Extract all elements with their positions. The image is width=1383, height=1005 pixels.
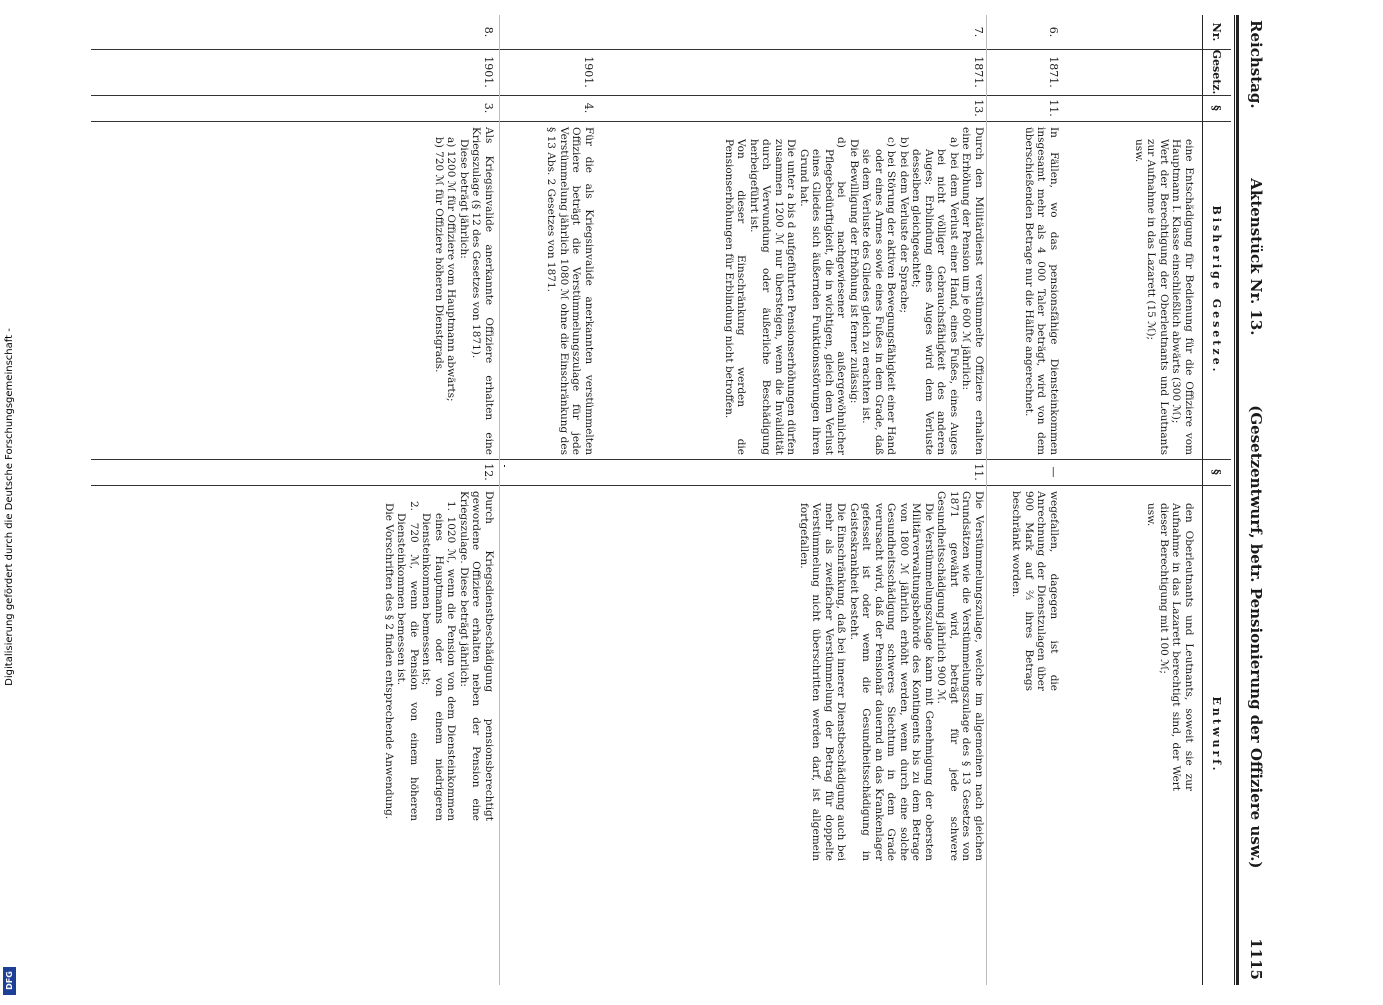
header-title: (Gesetzentwurf, betr. Pensionierung der Offiziere usw.) <box>1247 405 1266 869</box>
row-rule <box>499 15 500 985</box>
header-rule <box>1202 15 1203 985</box>
text-line: Diese beträgt jährlich: <box>458 139 470 259</box>
old-paragraph: 11. <box>1047 99 1060 117</box>
text-line: eine Entschädigung für Bedienung für die Offiziere vom Hauptmann I. Klasse einschließlich abwärts (300 ℳ); <box>1170 139 1195 455</box>
text-line: Wert der Berechtigung der Oberleutnants und Leutnants zur Aufnahme in das Lazarett (15 ℳ); <box>1145 139 1170 455</box>
text-line: 2. 720 ℳ, wenn die Pension von einem höheren Diensteinkommen bemessen ist. <box>395 501 420 821</box>
table-row <box>990 15 1060 985</box>
header-left: Reichstag. <box>1247 20 1266 109</box>
col-para-left: § <box>1210 105 1224 111</box>
draft-text <box>798 491 986 861</box>
text-line: b) 720 ℳ für Offiziere höheren Dienstgrads. <box>433 137 445 373</box>
document-page <box>85 0 1275 1005</box>
row-rule <box>986 15 987 985</box>
text-line: Die Verstümmelungszulage, welche im allgemeinen nach gleichen Grundsätzen wie die Verstümmelungszulage des § 13 Gesetzes von 1871 gewährt wird, beträgt für jede schwere Gesundheitsschädigung jährlich 900 ℳ. <box>935 491 985 861</box>
text-line: usw. <box>1133 139 1145 163</box>
text-line: usw. <box>1145 503 1158 527</box>
table-row <box>295 15 495 985</box>
new-paragraph: 11. <box>972 463 985 481</box>
law-year: 1901. <box>582 56 595 88</box>
old-law-text <box>545 127 595 455</box>
text-line: Als Kriegsinvalide anerkannte Offiziere erhalten eine Kriegszulage (§ 12 des Gesetzes von 1871). <box>470 127 495 455</box>
text-line: Für die als Kriegsinvalide anerkannten verstümmelten Offiziere beträgt die Verstümmelungszulage für jede Verstümmelung jährlich 1080 ℳ ohne die Einschränkung des § 13 Abs. 2 Gesetzes von 1871. <box>545 127 595 455</box>
text-line: Die Einschränkung, daß bei innerer Dienstbeschädigung auch bei mehr als zweifacher Verstümmelung der Betrag für doppelte Verstümmelung nicht überschritten werden darf, ist allgemein fortgefallen. <box>798 503 848 861</box>
header-middle: Aktenstück Nr. 13. <box>1247 178 1266 336</box>
draft-text <box>1010 491 1060 691</box>
text-line: Durch Kriegsdienstbeschädigung pensionsberechtigt gewordene Offiziere erhalten neben der Pension eine Kriegszulage. Diese beträgt jährlich: <box>458 491 495 821</box>
col-para-right: § <box>1210 469 1224 475</box>
new-paragraph: 12. <box>482 463 495 481</box>
top-rule-thin <box>1234 15 1235 985</box>
row-rule-mark <box>504 465 505 467</box>
old-law-text <box>1023 127 1061 455</box>
old-law-text <box>723 127 986 455</box>
dfg-logo-text: DFG <box>5 971 14 990</box>
text-line: Die Bewilligung der Erhöhung ist ferner zulässig: <box>848 139 860 404</box>
page-number: 1115 <box>1247 938 1266 980</box>
draft-text <box>1145 491 1195 791</box>
table-row <box>515 15 595 985</box>
law-year: 1871. <box>972 56 985 88</box>
text-line: a) bei dem Verlust einer Hand, eines Fußes, eines Auges bei nicht völliger Gebrauchsfähigkeit des anderen Auges; Erblindung eines Auges wird dem Verluste desselben gleichgeachtet; <box>910 137 960 455</box>
old-law-text <box>433 127 496 455</box>
footer-text: Digitalisierung gefördert durch die Deutsche Forschungsgemeinschaft - <box>4 328 15 686</box>
col-draft: Entwurf. <box>1210 696 1224 774</box>
top-rule <box>1236 15 1239 985</box>
old-paragraph: 4. <box>582 102 595 114</box>
table-row <box>595 15 985 985</box>
col-nr: Nr. <box>1210 22 1224 42</box>
text-line: wegefallen, dagegen ist die Anrechnung der Dienstzulagen über 900 Mark auf ⅔ ihres Betrags beschränkt worden. <box>1010 491 1060 691</box>
text-line: In Fällen, wo das pensionsfähige Diensteinkommen insgesamt mehr als 4 000 Taler beträgt, wird von dem überschießenden Betrage nur die Hälfte angerechnet. <box>1023 127 1060 455</box>
text-line: a) 1200 ℳ für Offiziere vom Hauptmann abwärts; <box>445 137 458 402</box>
text-line: 1. 1020 ℳ, wenn die Pension von dem Diensteinkommen eines Hauptmanns oder von einem niedrigeren Diensteinkommen bemessen ist; <box>420 501 458 821</box>
text-line: Die Verstümmelungszulage kann mit Genehmigung der obersten Militärverwaltungsbehörde des Kontingents bis zu dem Betrage von 1800 ℳ jährlich erhöht werden, wenn durch eine solche Gesundheitsschädigung schweres Siechtum in dem Grade verursacht wird, daß der Pensionär dauernd an das Krankenlager gefesselt ist oder wenn die Gesundheitsschädigung in Geisteskrankheit besteht. <box>848 503 935 861</box>
text-line: Die Vorschriften des § 2 finden entsprechende Anwendung. <box>383 503 395 820</box>
col-gesetz: Gesetz. <box>1210 49 1224 95</box>
text-line: Von dieser Einschränkung werden die Pensionserhöhungen für Erblindung nicht betroffen. <box>723 139 748 455</box>
text-line: d) bei nachgewiesener außergewöhnlicher Pflegebedürftigkeit, die in wichtigen, gleich dem Verlust eines Gliedes sich äußernden Funktionsstörungen ihren Grund hat. <box>798 137 848 455</box>
page-header <box>1243 20 1269 980</box>
draft-text <box>383 491 496 821</box>
old-paragraph: 3. <box>482 102 495 114</box>
column-header-row <box>1203 15 1231 985</box>
dfg-logo <box>3 967 16 995</box>
text-line: Durch den Militärdienst verstümmelte Offiziere erhalten eine Erhöhung der Pension um je 600 ℳ jährlich: <box>960 127 985 455</box>
old-paragraph: 13. <box>972 99 985 117</box>
digitization-note <box>0 0 22 1000</box>
law-year: 1871. <box>1047 56 1060 88</box>
new-paragraph: — <box>1047 466 1060 478</box>
row-number: 6. <box>1047 26 1060 38</box>
old-law-text <box>1133 127 1196 455</box>
law-year: 1901. <box>482 56 495 88</box>
row-number: 8. <box>482 26 495 38</box>
col-old-law: Bisherige Gesetze. <box>1210 205 1224 375</box>
text-line: den Oberleutnants und Leutnants, soweit sie zur Aufnahme in das Lazarett berechtigt sind, der Wert dieser Berechtigung mit 100 ℳ; <box>1158 503 1195 791</box>
text-line: b) bei dem Verluste der Sprache; <box>898 137 910 314</box>
text-line: Die unter a bis d aufgeführten Pensionserhöhungen dürfen zusammen 1200 ℳ nur übersteigen, wenn die Invalidität durch Verwundung oder äußerliche Beschädigung herbeigeführt ist. <box>748 139 798 455</box>
row-number: 7. <box>972 26 985 38</box>
table-row <box>1065 15 1195 985</box>
text-line: c) bei Störung der aktiven Bewegungsfähigkeit einer Hand oder eines Armes sowie eines Fußes in dem Grade, daß sie dem Verluste des Gliedes gleich zu erachten ist. <box>860 137 898 455</box>
